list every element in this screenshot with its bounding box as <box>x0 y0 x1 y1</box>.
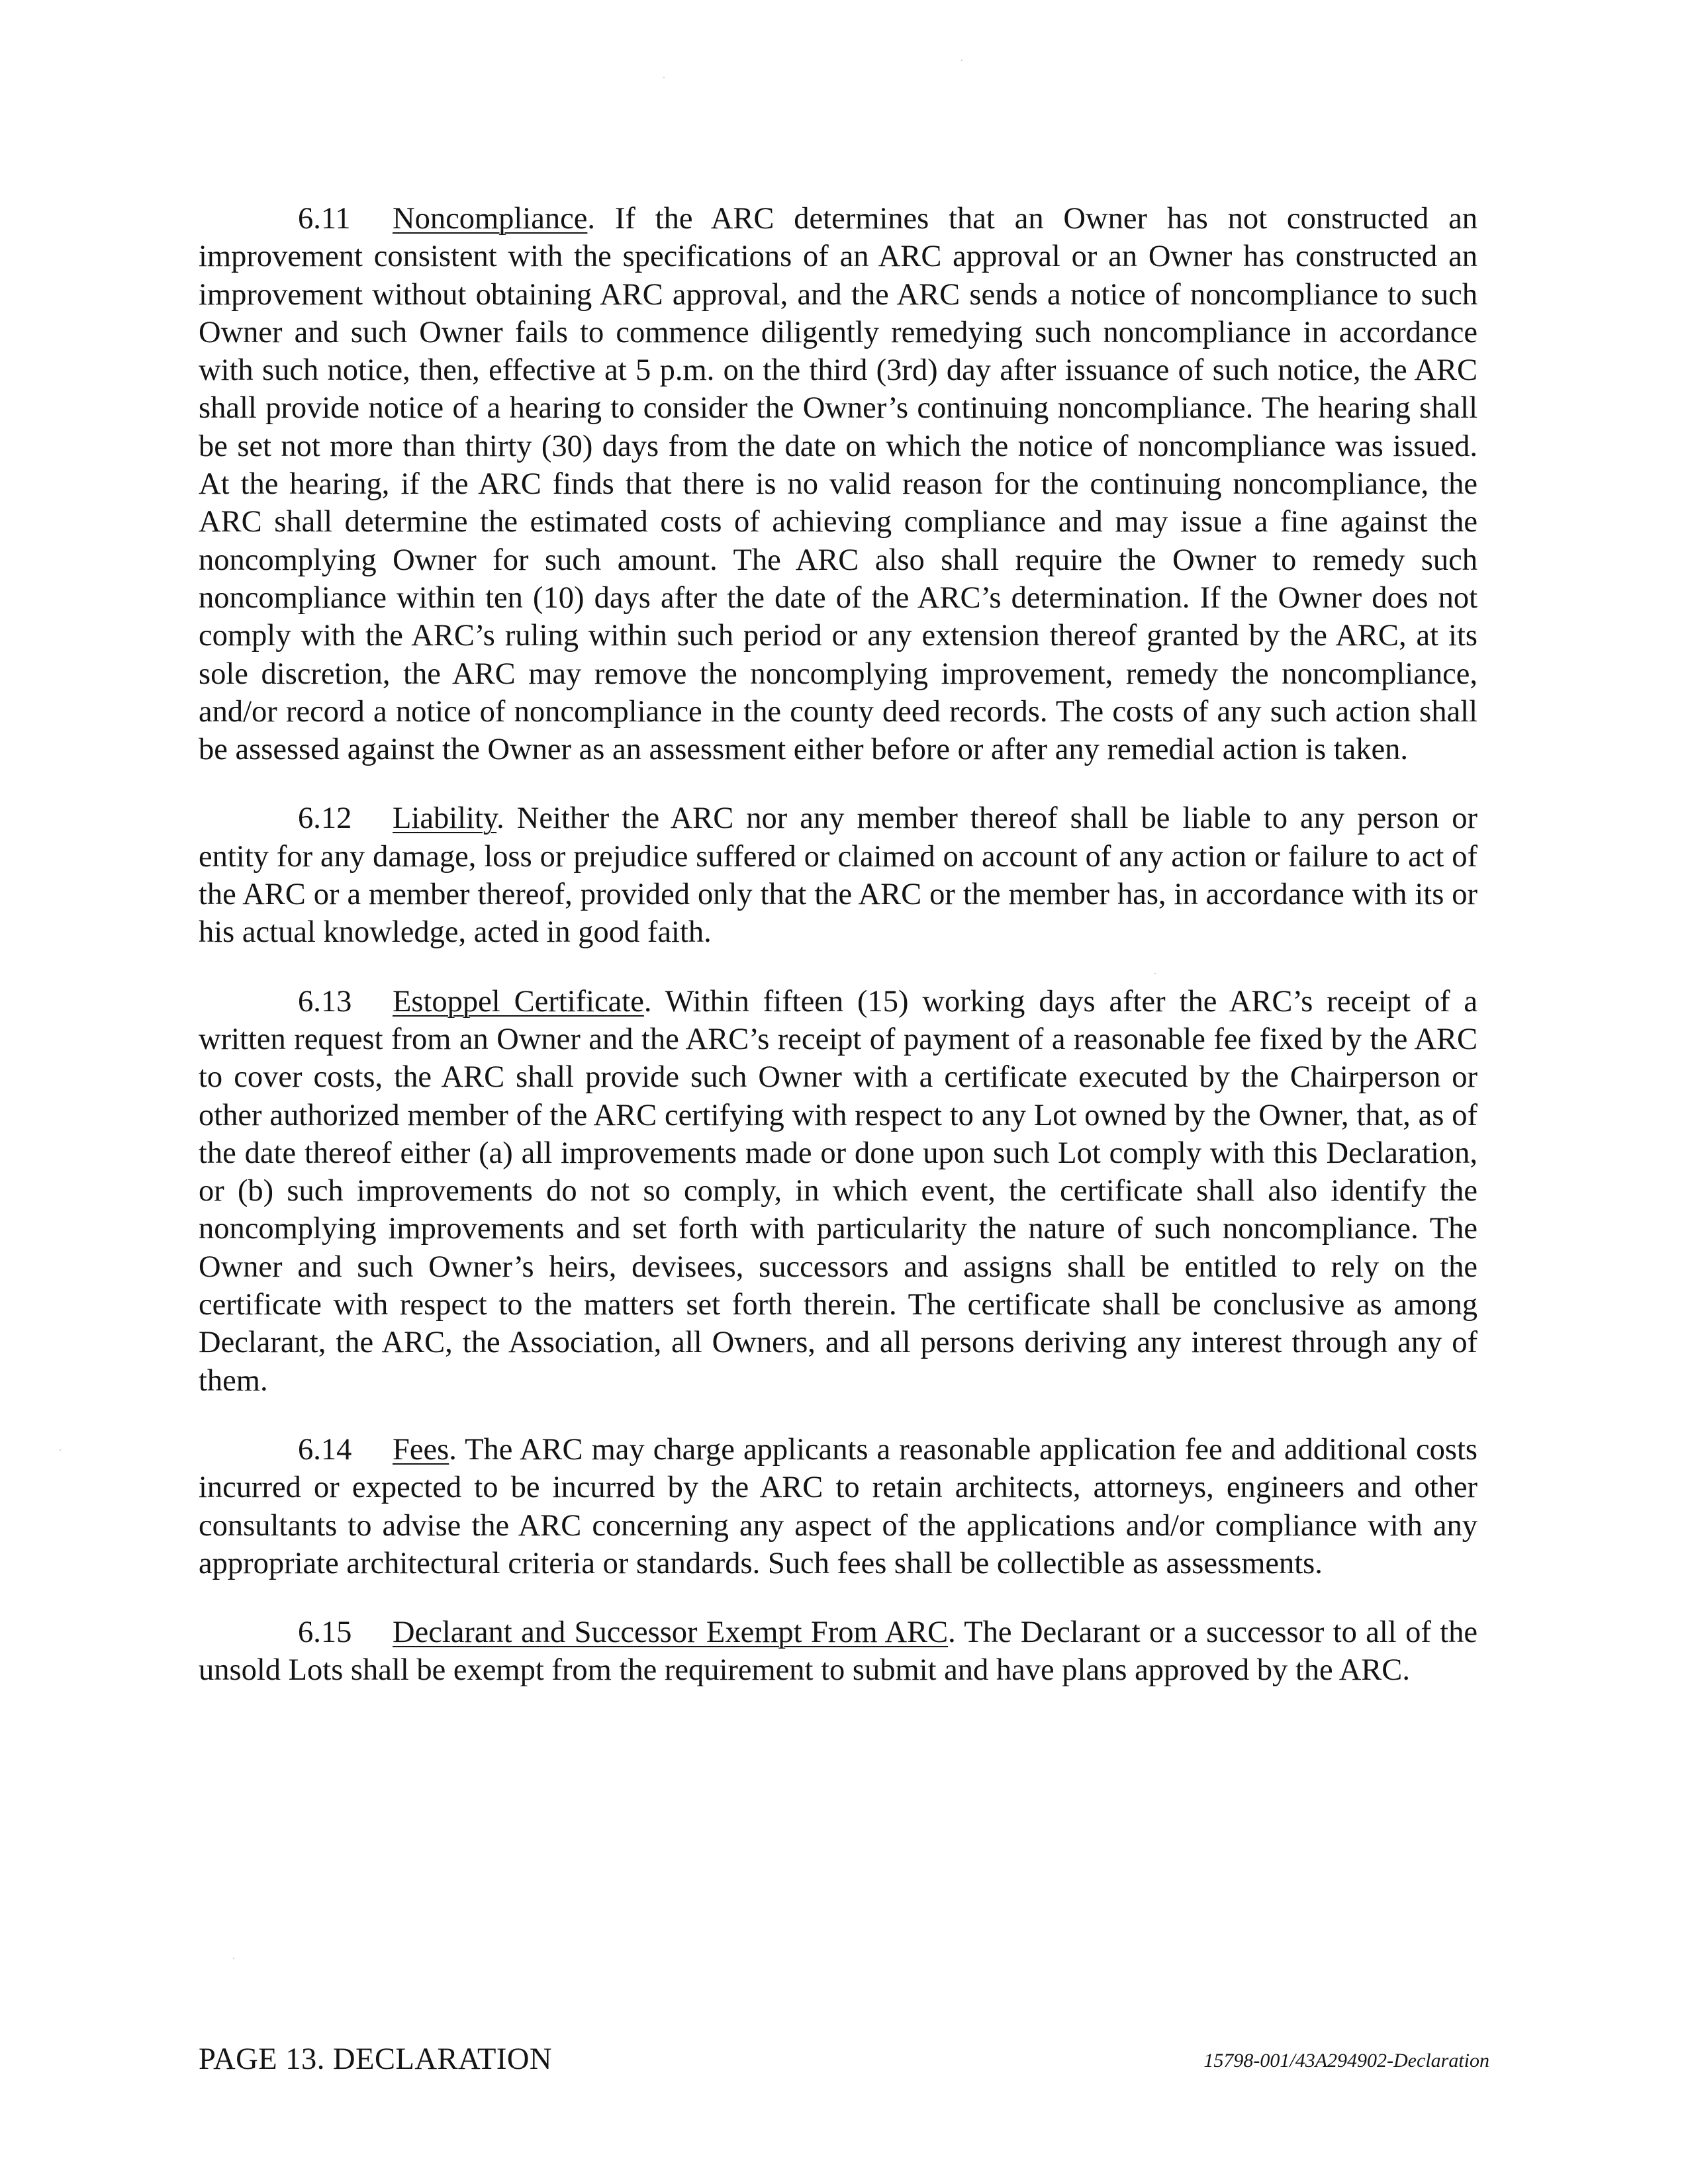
section-heading: Estoppel Certificate <box>393 984 644 1019</box>
document-id: 15798-001/43A294902-Declaration <box>1203 2050 1489 2071</box>
page-footer-label: PAGE 13. DECLARATION <box>199 2042 553 2076</box>
section-text: . If the ARC determines that an Owner has not constructed an improvement consistent with the specifications of an ARC approval or an Owner has constructed an improvement without obtaining ARC approval, and the ARC sends a notice of noncompliance to such Owner and such Owner fails to commence diligently remedying such noncompliance in accordance with such notice, then, effective at 5 p.m. on the third (3rd) day after issuance of such notice, the ARC shall provide notice of a hearing to consider the Owner’s continuing noncompliance. The hearing shall be set not more than thirty (30) days from the date on which the notice of noncompliance was issued. At the hearing, if the ARC finds that there is no valid reason for the continuing noncompliance, the ARC shall determine the estimated costs of achieving compliance and may issue a fine against the noncomplying Owner for such amount. The ARC also shall require the Owner to remedy such noncompliance within ten (10) days after the date of the ARC’s determination. If the Owner does not comply with the ARC’s ruling within such period or any extension thereof granted by the ARC, at its sole discretion, the ARC may remove the noncomplying improvement, remedy the noncompliance, and/or record a notice of noncompliance in the county deed records. The costs of any such action shall be assessed against the Owner as an assessment either before or after any remedial action is taken. <box>199 202 1477 767</box>
section-6-11 <box>199 200 1477 768</box>
scan-speck <box>60 1449 61 1451</box>
section-6-14 <box>199 1431 1477 1582</box>
section-6-13 <box>199 983 1477 1400</box>
scan-speck <box>1154 973 1156 974</box>
section-number: 6.15 <box>298 1615 352 1650</box>
scan-speck <box>961 60 962 61</box>
section-6-15 <box>199 1614 1477 1690</box>
section-text: . Within fifteen (15) working days after the ARC’s receipt of a written request from an Owner and the ARC’s receipt of payment of a reasonable fee fixed by the ARC to cover costs, the ARC shall provide such Owner with a certificate executed by the Chairperson or other authorized member of the ARC certifying with respect to any Lot owned by the Owner, that, as of the date thereof either (a) all improvements made or done upon such Lot comply with this Declaration, or (b) such improvements do not so comply, in which event, the certificate shall also identify the noncomplying improvements and set forth with particularity the nature of such noncompliance. The Owner and such Owner’s heirs, devisees, successors and assigns shall be entitled to rely on the certificate with respect to the matters set forth therein. The certificate shall be conclusive as among Declarant, the ARC, the Association, all Owners, and all persons deriving any interest through any of them. <box>199 984 1477 1398</box>
section-heading: Declarant and Successor Exempt From ARC <box>393 1615 949 1650</box>
section-heading: Fees <box>393 1432 449 1467</box>
scan-speck <box>233 1958 234 1959</box>
section-number: 6.12 <box>298 801 352 836</box>
section-heading: Liability <box>393 801 497 836</box>
section-text: . The ARC may charge applicants a reasonable application fee and additional costs incurred or expected to be incurred by the ARC to retain architects, attorneys, engineers and other consultants to advise the ARC concerning any aspect of the applications and/or compliance with any appropriate architectural criteria or standards. Such fees shall be collectible as assessments. <box>199 1432 1477 1580</box>
section-6-12 <box>199 799 1477 951</box>
section-heading: Noncompliance <box>393 202 588 236</box>
document-body <box>199 200 1477 1721</box>
section-text: . Neither the ARC nor any member thereof shall be liable to any person or entity for any damage, loss or prejudice suffered or claimed on account of any action or failure to act of the ARC or a member thereof, provided only that the ARC or the member has, in accordance with its or his actual knowledge, acted in good faith. <box>199 801 1477 950</box>
section-number: 6.13 <box>298 984 352 1019</box>
section-text: . The Declarant or a successor to all of the unsold Lots shall be exempt from the requirement to submit and have plans approved by the ARC. <box>199 1615 1477 1688</box>
scan-speck <box>663 77 665 78</box>
section-number: 6.14 <box>298 1432 352 1467</box>
section-number: 6.11 <box>298 202 351 236</box>
